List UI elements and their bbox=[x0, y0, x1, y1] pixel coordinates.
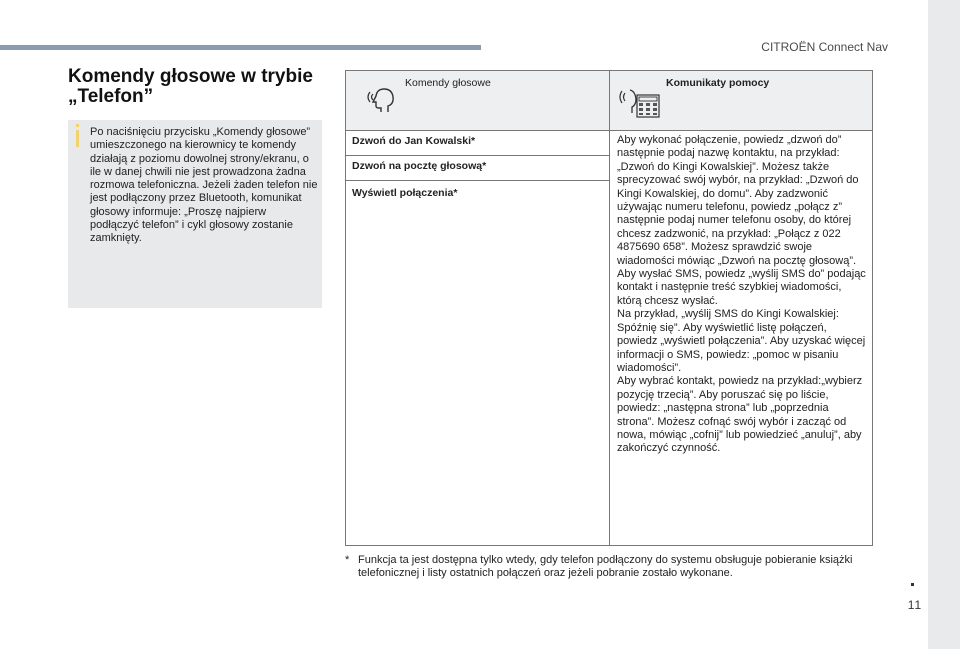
page-marker bbox=[911, 583, 914, 586]
section-title: Komendy głosowe w trybie „Telefon” bbox=[68, 66, 313, 107]
header-voice-commands: Komendy głosowe bbox=[405, 77, 491, 89]
command-call-voicemail: Dzwoń na pocztę głosową* bbox=[352, 160, 487, 172]
info-text: Po naciśnięciu przycisku „Komendy głosowe” umieszczonego na kierownicy te komendy działają z poziomu dowolnej strony/ekranu, o ile w danej chwili nie jest prowadzona żadna rozmowa telefoniczna. Jeżeli żaden telefon nie jest podłączony przez Bluetooth, komunikat głosowy informuje: „Proszę najpierw podłączyć telefon” i cykl głosowy zostanie zamknięty. bbox=[90, 126, 318, 245]
row-separator bbox=[346, 180, 609, 181]
footnote-text: Funkcja ta jest dostępna tylko wtedy, gdy telefon podłączony do systemu obsługuje pobieranie książki telefonicznej i listy ostatnich połączeń oraz jeżeli pobranie zostało wykonane. bbox=[358, 554, 853, 580]
command-show-calls: Wyświetl połączenia* bbox=[352, 187, 458, 199]
speaking-head-icon bbox=[366, 85, 398, 115]
header-help-messages: Komunikaty pomocy bbox=[666, 77, 770, 89]
info-icon-bar bbox=[76, 130, 79, 147]
speaking-head-keypad-icon bbox=[619, 83, 661, 119]
footnote-marker: * bbox=[345, 554, 350, 566]
help-message-text: Aby wykonać połączenie, powiedz „dzwoń do” następnie podaj nazwę kontaktu, na przykład: „Dzwoń do Kingi Kowalskiej”. Możesz także sprecyzować swój wybór, na przykład: „Dzwoń do Kingi Kowalskiej, do domu”. Aby zadzwonić używając numeru telefonu, powiedz „połącz z” następnie podaj numer telefonu osoby, do której chcesz zadzwonić, na przykład: „Połącz z 022 4875690 658”. Możesz sprawdzić swoje wiadomości mówiąc „Dzwoń na pocztę głosową”. Aby wysłać SMS, powiedz „wyślij SMS do” podając kontakt i następnie treść szybkiej wiadomości, którą chcesz wysłać. Na przykład, „wyślij SMS do Kingi Kowalskiej: Spóźnię się”. Aby wyświetlić listę połączeń, powiedz „wyświetl połączenia”. Aby uzyskać więcej informacji o SMS, powiedz: „pomoc w pisaniu wiadomości”. Aby wybrać kontakt, powiedz na przykład:„wybierz pozycję trzecią”. Aby poruszać się po liście, powiedz: „następna strona” lub „poprzednia strona”. Możesz cofnąć swój wybór i zacząć od nowa, mówiąc „cofnij” lub powiedzieć „anuluj”, aby zakończyć czynność. bbox=[617, 134, 866, 455]
row-separator bbox=[346, 155, 609, 156]
info-box bbox=[68, 120, 322, 308]
header-brand: CITROËN Connect Nav bbox=[761, 40, 888, 54]
right-margin-strip bbox=[928, 0, 960, 649]
page-number: 11 bbox=[907, 598, 923, 612]
command-call-contact: Dzwoń do Jan Kowalski* bbox=[352, 135, 476, 147]
column-divider bbox=[609, 71, 610, 545]
header-rule bbox=[0, 45, 481, 50]
voice-commands-table bbox=[345, 70, 873, 546]
info-icon bbox=[76, 124, 79, 127]
